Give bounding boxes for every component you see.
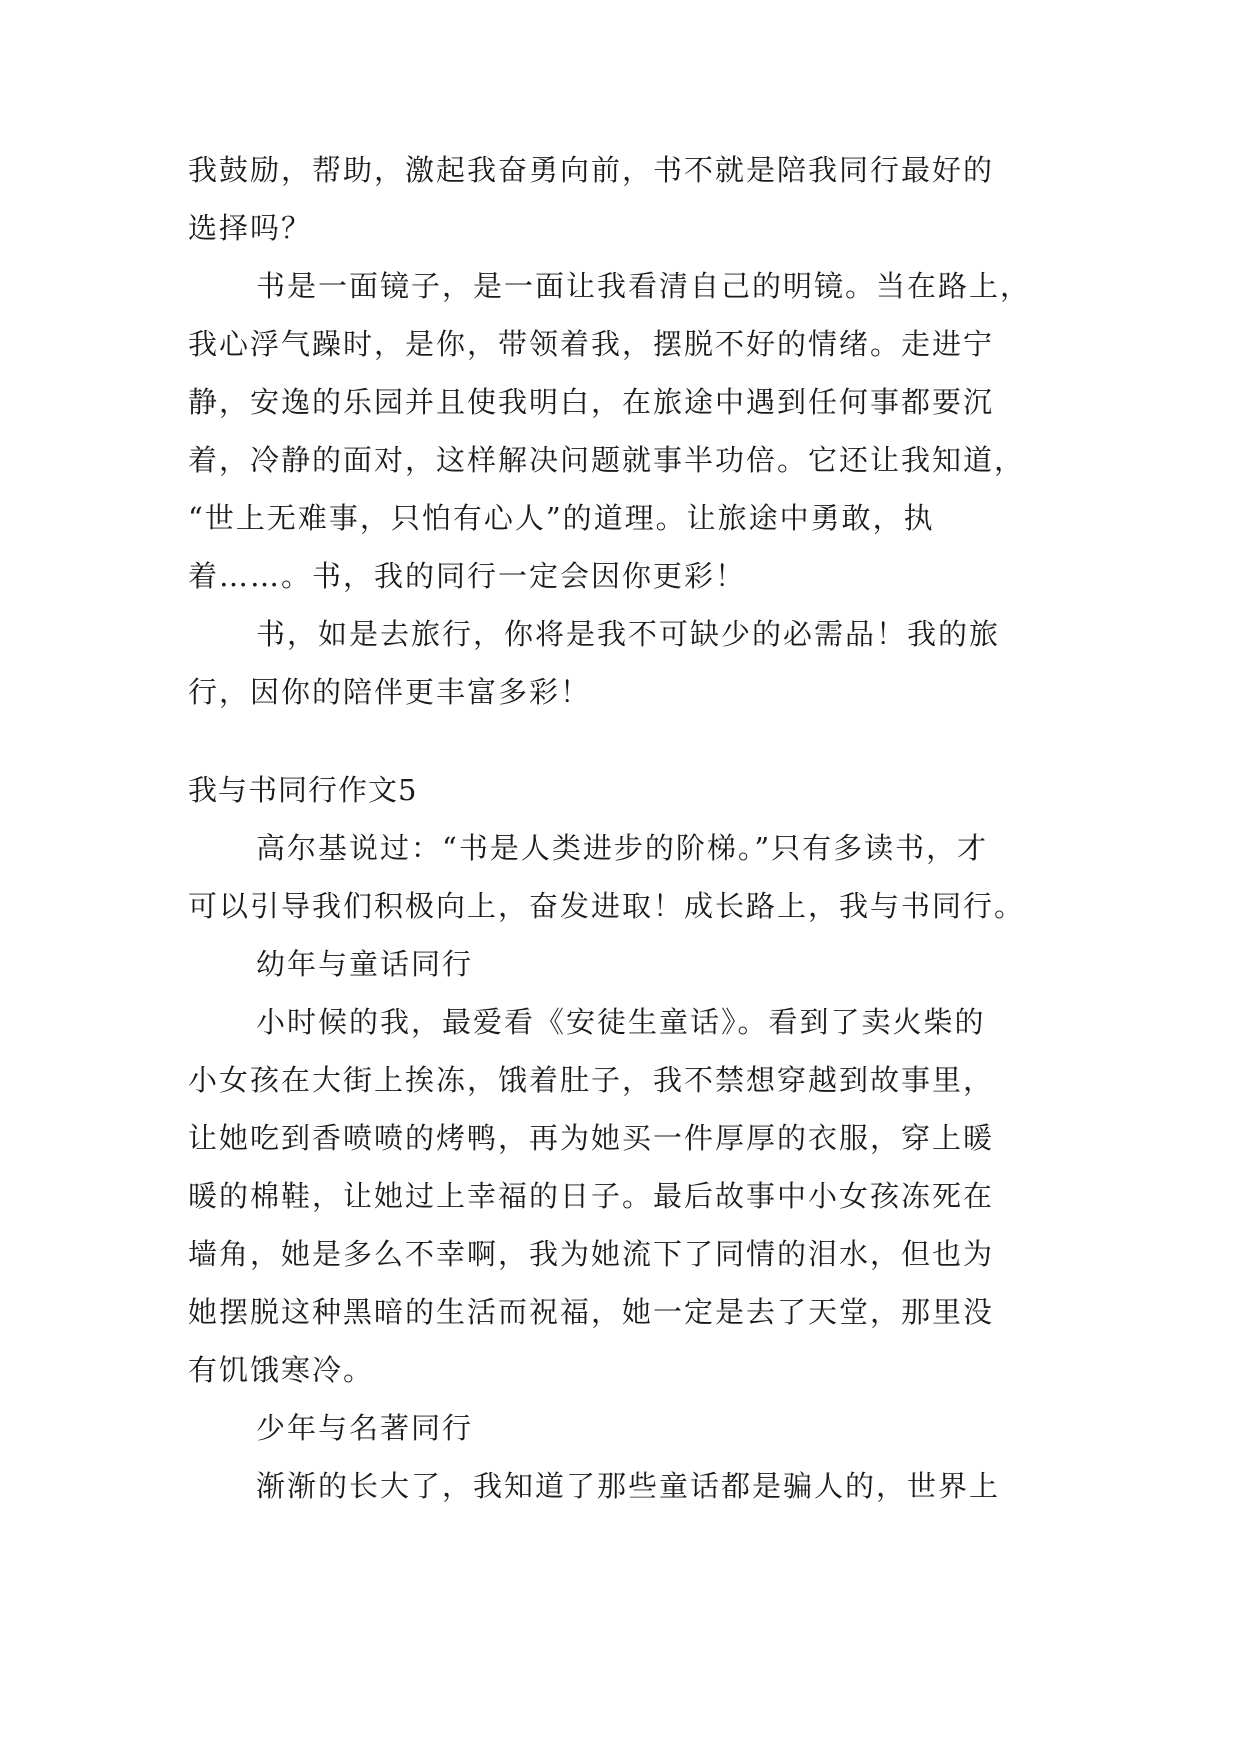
- paragraph-line: 暖的棉鞋，让她过上幸福的日子。最后故事中小女孩冻死在: [188, 1179, 995, 1213]
- paragraph-line: 书，如是去旅行，你将是我不可缺少的必需品！我的旅: [256, 617, 1001, 651]
- paragraph-line: 渐渐的长大了，我知道了那些童话都是骗人的，世界上: [256, 1469, 1001, 1503]
- paragraph-line: 高尔基说过：“书是人类进步的阶梯。”只有多读书，才: [256, 831, 989, 865]
- subheading: 幼年与童话同行: [256, 947, 474, 981]
- paragraph-line: 选择吗？: [188, 211, 313, 245]
- paragraph-line: 书是一面镜子，是一面让我看清自己的明镜。当在路上，: [256, 269, 1032, 303]
- paragraph-line: 着……。书，我的同行一定会因你更彩！: [188, 559, 747, 593]
- paragraph-line: 小时候的我，最爱看《安徒生童话》。看到了卖火柴的: [256, 1005, 986, 1039]
- paragraph-line: 小女孩在大街上挨冻，饿着肚子，我不禁想穿越到故事里，: [188, 1063, 995, 1097]
- section-heading: 我与书同行作文5: [188, 773, 418, 807]
- paragraph-line: 她摆脱这种黑暗的生活而祝福，她一定是去了天堂，那里没: [188, 1295, 995, 1329]
- paragraph-line: 我鼓励，帮助，激起我奋勇向前，书不就是陪我同行最好的: [188, 153, 995, 187]
- paragraph-line: 让她吃到香喷喷的烤鸭，再为她买一件厚厚的衣服，穿上暖: [188, 1121, 995, 1155]
- paragraph-line: 有饥饿寒冷。: [188, 1353, 375, 1387]
- paragraph-line: 静，安逸的乐园并且使我明白，在旅途中遇到任何事都要沉: [188, 385, 995, 419]
- subheading: 少年与名著同行: [256, 1411, 474, 1445]
- paragraph-line: 我心浮气躁时，是你，带领着我，摆脱不好的情绪。走进宁: [188, 327, 995, 361]
- paragraph-line: 墙角，她是多么不幸啊，我为她流下了同情的泪水，但也为: [188, 1237, 995, 1271]
- paragraph-line: 着，冷静的面对，这样解决问题就事半功倍。它还让我知道，: [188, 443, 1026, 477]
- paragraph-line: 行，因你的陪伴更丰富多彩！: [188, 675, 592, 709]
- paragraph-line: “世上无难事，只怕有心人”的道理。让旅途中勇敢，执: [188, 501, 935, 535]
- paragraph-line: 可以引导我们积极向上，奋发进取！成长路上，我与书同行。: [188, 889, 1026, 923]
